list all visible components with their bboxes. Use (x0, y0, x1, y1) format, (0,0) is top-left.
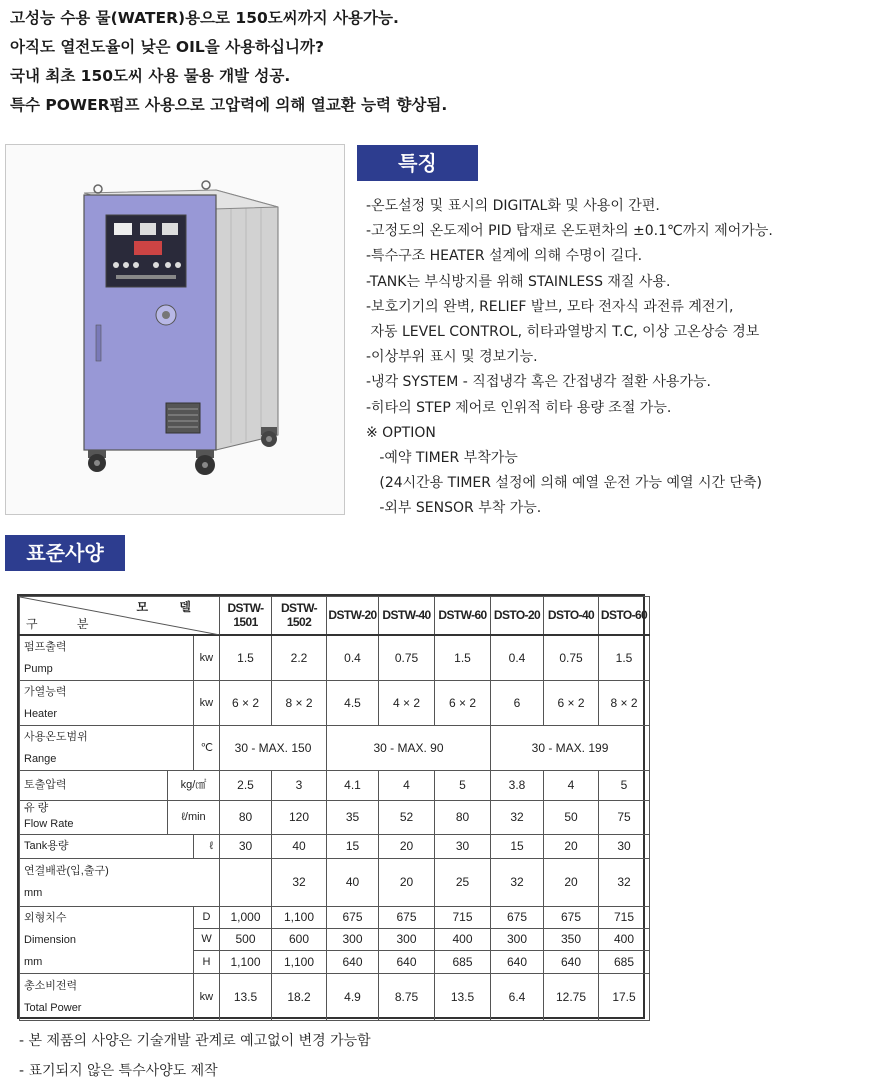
model-header: DSTW-20 (327, 597, 379, 635)
cell: 8 × 2 (599, 680, 650, 725)
cell: 350 (544, 928, 599, 950)
feature-item: -특수구조 HEATER 설계에 의해 수명이 길다. (366, 248, 643, 265)
model-header: DSTW-60 (435, 597, 491, 635)
row-label: 유 량 Flow Rate (20, 800, 168, 834)
dimension-key: D (194, 906, 220, 928)
intro-line-2: 아직도 열전도율이 낮은 OIL을 사용하십니까? (10, 38, 324, 56)
cell: 715 (599, 906, 650, 928)
row-unit: ℓ (194, 834, 220, 858)
model-header: DSTW-1502 (272, 597, 327, 635)
cell: 675 (327, 906, 379, 928)
cell: 20 (379, 858, 435, 906)
cell: 75 (599, 800, 650, 834)
row-unit: kw (194, 680, 220, 725)
cell: 400 (599, 928, 650, 950)
cell: 300 (327, 928, 379, 950)
temperature-controller-machine-image (6, 145, 345, 515)
corner-model-label: 모 델 (136, 600, 206, 614)
row-unit: kw (194, 635, 220, 681)
cell: 675 (491, 906, 544, 928)
cell: 20 (379, 834, 435, 858)
cell: 30 (435, 834, 491, 858)
cell: 13.5 (435, 973, 491, 1020)
cell: 640 (491, 951, 544, 973)
spec-row-tank (20, 834, 650, 858)
feature-item: -보호기기의 완벽, RELIEF 발브, 모타 전자식 과전류 계전기, (366, 298, 734, 315)
feature-item: -외부 SENSOR 부착 가능. (366, 500, 542, 517)
cell: 40 (272, 834, 327, 858)
row-label: 사용온도범위 Range (20, 725, 194, 770)
cell: 675 (379, 906, 435, 928)
cell: 8 × 2 (272, 680, 327, 725)
cell: 30 (599, 834, 650, 858)
model-header: DSTW-1501 (220, 597, 272, 635)
feature-item: -고정도의 온도제어 PID 탑재로 온도편차의 ±0.1℃까지 제어가능. (366, 223, 773, 240)
cell: 1,100 (272, 906, 327, 928)
cell: 1.5 (599, 635, 650, 681)
cell: 0.75 (379, 635, 435, 681)
spec-row-heater (20, 680, 650, 725)
cell: 685 (435, 951, 491, 973)
cell: 4 (379, 770, 435, 800)
feature-item: -냉각 SYSTEM - 직접냉각 혹은 간접냉각 절환 사용가능. (366, 374, 711, 391)
model-header: DSTO-40 (544, 597, 599, 635)
cell: 13.5 (220, 973, 272, 1020)
model-header: DSTO-60 (599, 597, 650, 635)
cell: 685 (599, 951, 650, 973)
product-photo (5, 144, 345, 515)
cell: 80 (220, 800, 272, 834)
cell: 640 (327, 951, 379, 973)
dimension-key: H (194, 951, 220, 973)
cell: 32 (491, 800, 544, 834)
cell: 40 (327, 858, 379, 906)
cell: 1.5 (435, 635, 491, 681)
cell: 1,000 (220, 906, 272, 928)
cell: 80 (435, 800, 491, 834)
cell: 3 (272, 770, 327, 800)
cell: 5 (599, 770, 650, 800)
dimension-key: W (194, 928, 220, 950)
feature-item: 자동 LEVEL CONTROL, 히타과열방지 T.C, 이상 고온상승 경보 (366, 324, 760, 341)
cell: 4 (544, 770, 599, 800)
feature-item: -이상부위 표시 및 경보기능. (366, 349, 538, 366)
row-label: 가열능력 Heater (20, 680, 194, 725)
model-header: DSTO-20 (491, 597, 544, 635)
feature-item: ※ OPTION (366, 424, 436, 441)
cell: 0.75 (544, 635, 599, 681)
cell: 4.9 (327, 973, 379, 1020)
row-label: Tank용량 (20, 834, 194, 858)
cell: 8.75 (379, 973, 435, 1020)
cell: 25 (435, 858, 491, 906)
cell: 6 × 2 (220, 680, 272, 725)
cell: 715 (435, 906, 491, 928)
features-heading: 특징 (357, 145, 478, 181)
intro-line-1: 고성능 수용 물(WATER)용으로 150도씨까지 사용가능. (10, 9, 399, 27)
cell: 6 × 2 (435, 680, 491, 725)
spec-row-pipe (20, 858, 650, 906)
spec-row-pressure (20, 770, 650, 800)
row-unit: ℓ/min (168, 800, 220, 834)
cell: 300 (379, 928, 435, 950)
cell: 32 (272, 858, 327, 906)
cell: 1,100 (220, 951, 272, 973)
cell: 6.4 (491, 973, 544, 1020)
cell: 675 (544, 906, 599, 928)
spec-heading: 표준사양 (5, 535, 125, 571)
features-list (366, 194, 773, 522)
cell: 30 - MAX. 150 (220, 725, 327, 770)
feature-item: -히타의 STEP 제어로 인위적 히타 용량 조절 가능. (366, 399, 672, 416)
cell: 12.75 (544, 973, 599, 1020)
cell: 15 (327, 834, 379, 858)
cell: 640 (379, 951, 435, 973)
spec-row-dimension-d (20, 906, 650, 928)
intro-text (10, 4, 447, 120)
feature-item: -예약 TIMER 부착가능 (366, 450, 518, 467)
cell: 32 (491, 858, 544, 906)
cell: 2.2 (272, 635, 327, 681)
cell: 300 (491, 928, 544, 950)
cell: 4 × 2 (379, 680, 435, 725)
cell: 3.8 (491, 770, 544, 800)
spec-row-pump (20, 635, 650, 681)
cell: 2.5 (220, 770, 272, 800)
row-label: 토출압력 (20, 770, 168, 800)
cell: 6 × 2 (544, 680, 599, 725)
cell: 35 (327, 800, 379, 834)
cell: 4.1 (327, 770, 379, 800)
spec-table-frame (17, 594, 648, 1019)
corner-category-label: 구 분 (26, 616, 107, 631)
cell: 30 - MAX. 90 (327, 725, 491, 770)
cell: 15 (491, 834, 544, 858)
row-label: 연결배관(입,출구) mm (20, 858, 220, 906)
feature-item: -TANK는 부식방지를 위해 STAINLESS 재질 사용. (366, 273, 671, 290)
cell: 600 (272, 928, 327, 950)
cell: 120 (272, 800, 327, 834)
spec-corner-header (20, 597, 220, 635)
feature-item: -온도설정 및 표시의 DIGITAL화 및 사용이 간편. (366, 198, 660, 214)
spec-row-power (20, 973, 650, 1020)
cell: 4.5 (327, 680, 379, 725)
row-label: 펌프출력 Pump (20, 635, 194, 681)
cell: 32 (599, 858, 650, 906)
spec-row-range (20, 725, 650, 770)
spec-note-1: - 본 제품의 사양은 기술개발 관계로 예고없이 변경 가능함 (19, 1033, 371, 1049)
cell: 30 - MAX. 199 (491, 725, 650, 770)
row-unit: kw (194, 973, 220, 1020)
cell: 17.5 (599, 973, 650, 1020)
spec-row-flow (20, 800, 650, 834)
row-label: 외형치수 Dimension mm (20, 906, 194, 973)
cell: 1.5 (220, 635, 272, 681)
cell: 52 (379, 800, 435, 834)
cell: 18.2 (272, 973, 327, 1020)
intro-line-4: 특수 POWER펌프 사용으로 고압력에 의해 열교환 능력 향상됨. (10, 96, 448, 114)
cell: 0.4 (327, 635, 379, 681)
cell: 0.4 (491, 635, 544, 681)
spec-note-2: - 표기되지 않은 특수사양도 제작 (19, 1063, 218, 1079)
row-unit: ℃ (194, 725, 220, 770)
cell: 50 (544, 800, 599, 834)
cell: 6 (491, 680, 544, 725)
cell: 30 (220, 834, 272, 858)
model-header: DSTW-40 (379, 597, 435, 635)
spec-table (19, 596, 650, 1021)
cell: 400 (435, 928, 491, 950)
cell: 20 (544, 834, 599, 858)
row-label: 총소비전력 Total Power (20, 973, 194, 1020)
cell (220, 858, 272, 906)
cell: 1,100 (272, 951, 327, 973)
cell: 5 (435, 770, 491, 800)
feature-item: (24시간용 TIMER 설정에 의해 예열 운전 가능 예열 시간 단축) (366, 475, 762, 492)
cell: 640 (544, 951, 599, 973)
cell: 500 (220, 928, 272, 950)
intro-line-3: 국내 최초 150도씨 사용 물용 개발 성공. (10, 67, 291, 85)
row-unit: kg/㎠ (168, 770, 220, 800)
cell: 20 (544, 858, 599, 906)
